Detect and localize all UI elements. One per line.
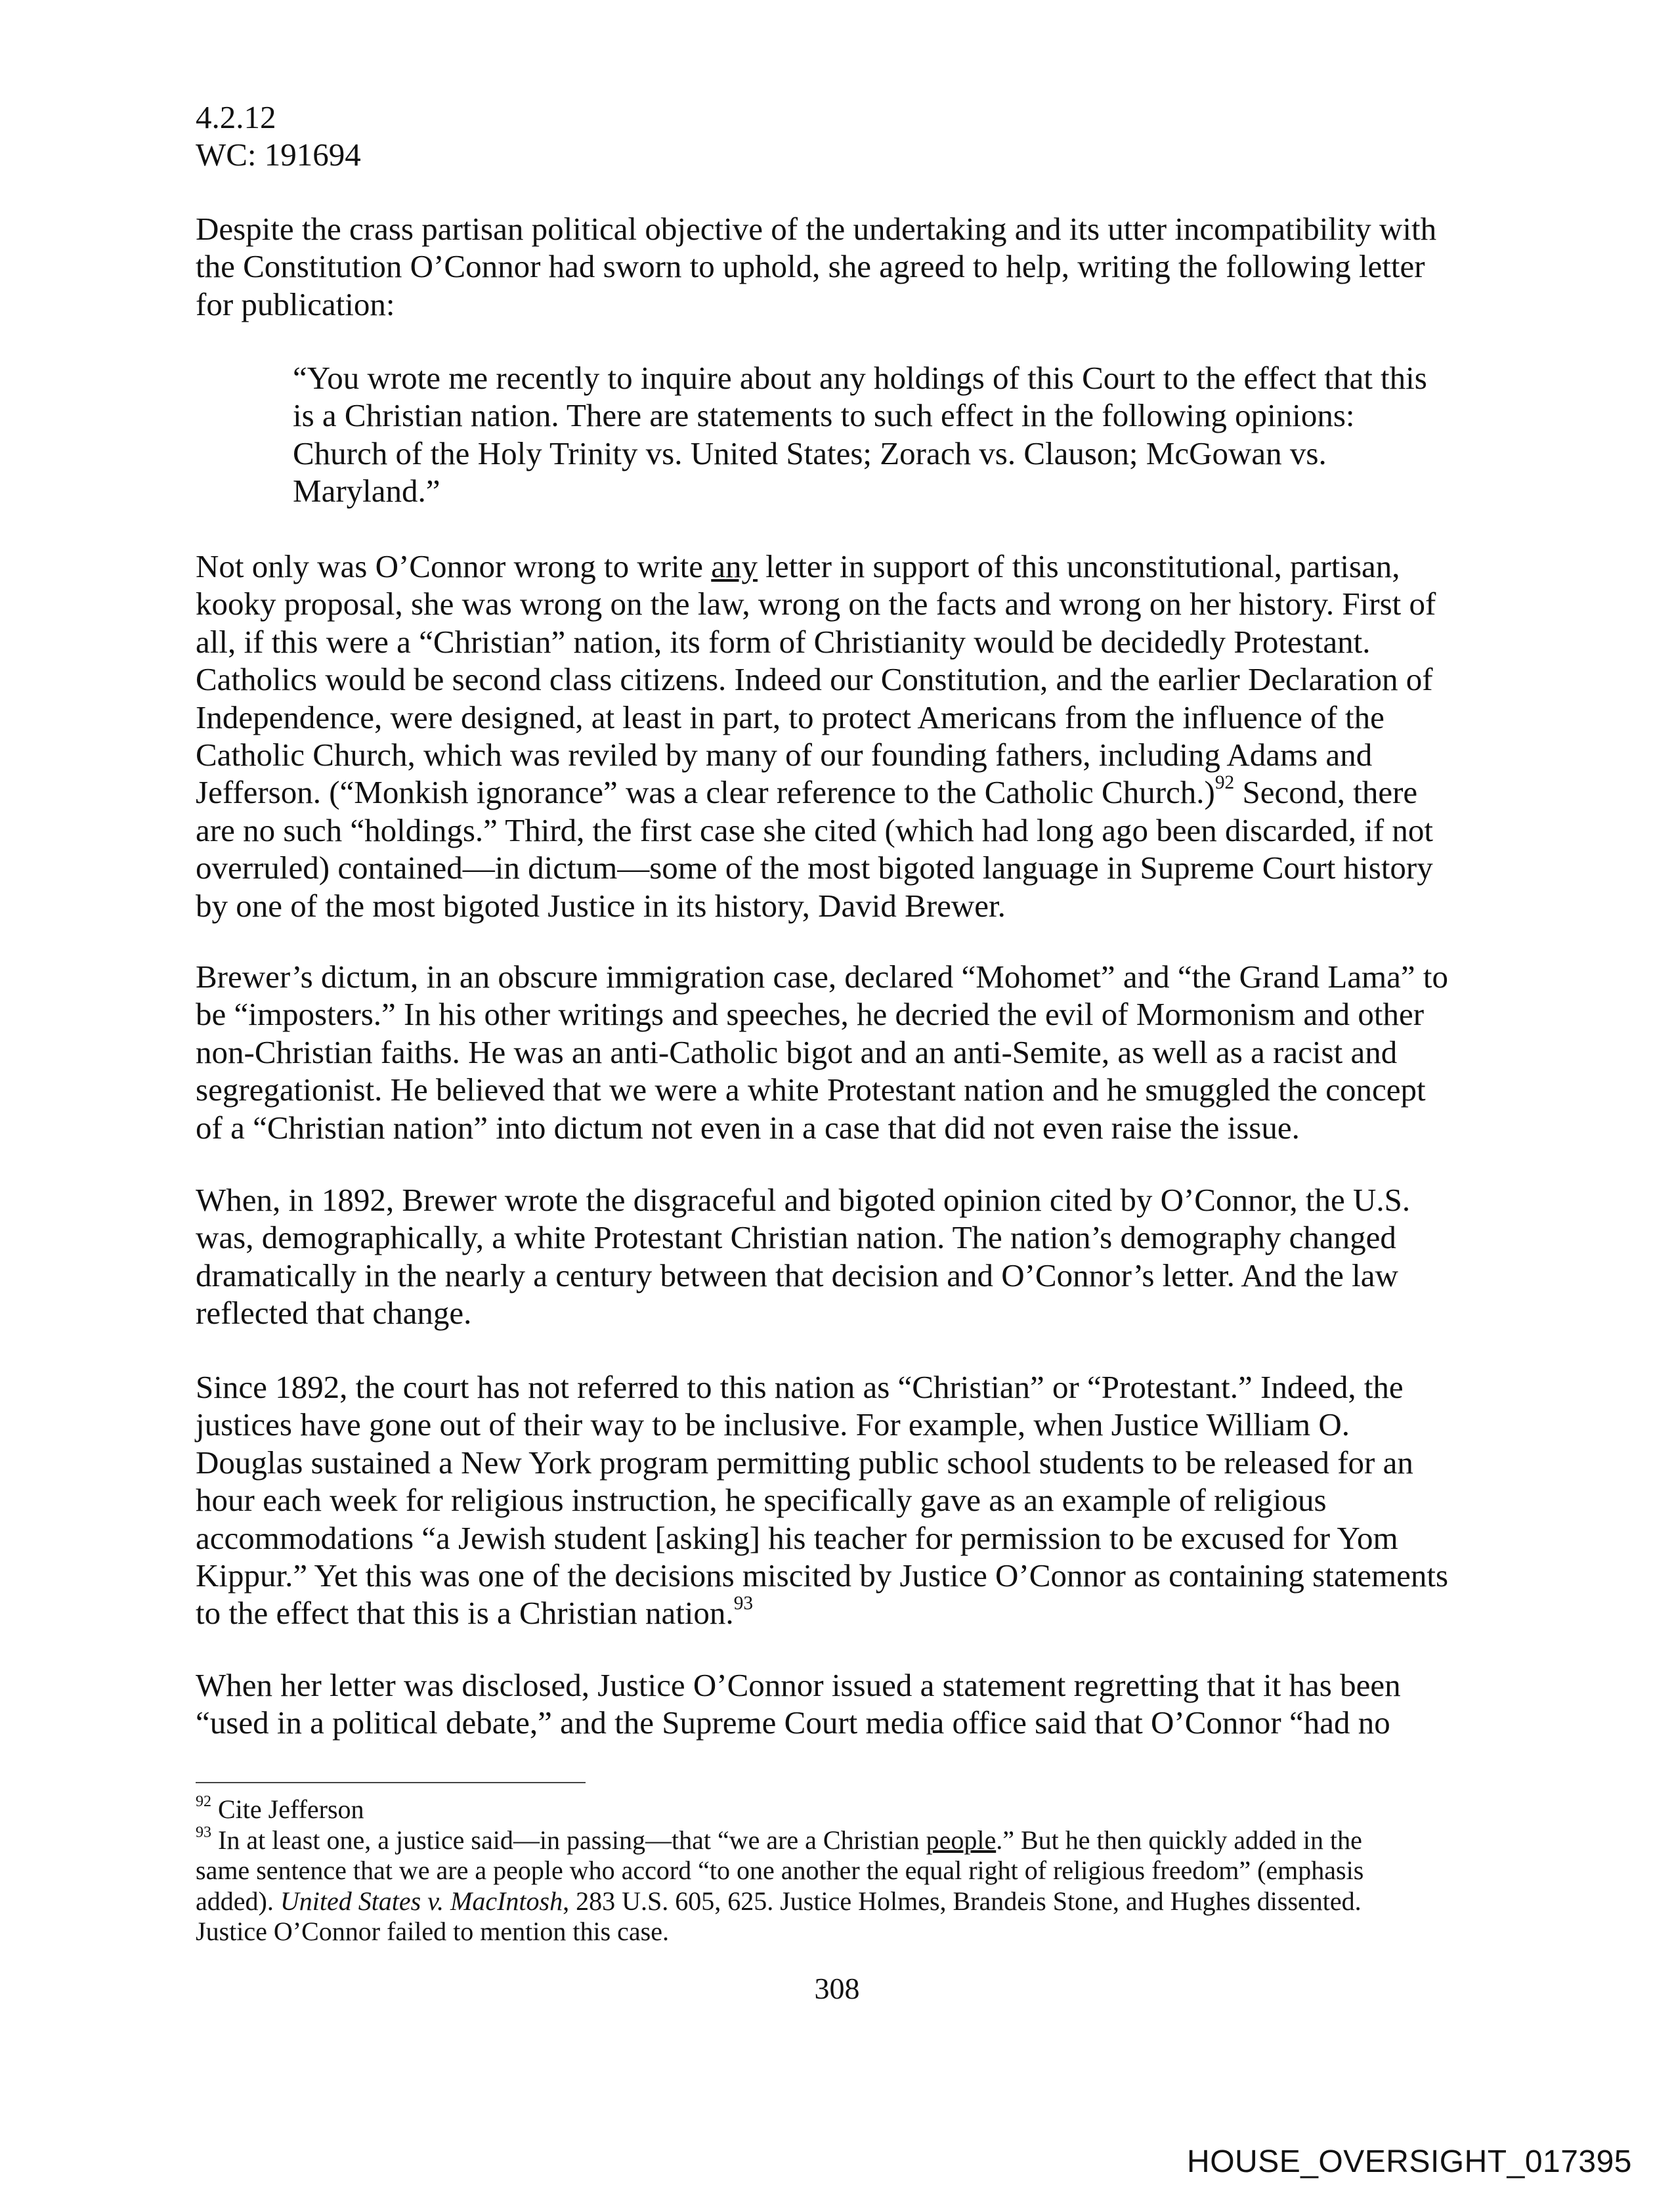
- text-segment: .” But he then quickly added in the: [996, 1825, 1362, 1855]
- text-line: “used in a political debate,” and the Supreme Court media office said that O’Connor “had no: [196, 1704, 1390, 1741]
- text-line: Kippur.” Yet this was one of the decisions miscited by Justice O’Connor as containing statements: [196, 1557, 1449, 1594]
- text-line: segregationist. He believed that we were a white Protestant nation and he smuggled the concept: [196, 1072, 1426, 1108]
- footnotes: [196, 1794, 1363, 1947]
- text-line: “You wrote me recently to inquire about any holdings of this Court to the effect that this: [293, 360, 1427, 396]
- paragraph-6: [196, 1666, 1401, 1742]
- text-line: Independence, were designed, at least in part, to protect Americans from the influence of the: [196, 699, 1384, 735]
- text-line: dramatically in the nearly a century between that decision and O’Connor’s letter. And the law: [196, 1257, 1398, 1293]
- text-line: all, if this were a “Christian” nation, its form of Christianity would be decidedly Protestant.: [196, 623, 1371, 660]
- text-line: are no such “holdings.” Third, the first case she cited (which had long ago been discarded, if not: [196, 812, 1434, 848]
- footnote-ref: 93: [733, 1593, 754, 1615]
- document-header: [196, 98, 361, 174]
- text-line: of a “Christian nation” into dictum not even in a case that did not even raise the issue.: [196, 1109, 1300, 1146]
- text-line: Church of the Holy Trinity vs. United States; Zorach vs. Clauson; McGowan vs.: [293, 435, 1327, 471]
- text-line: Maryland.”: [293, 473, 440, 510]
- text-line: Despite the crass partisan political objective of the undertaking and its utter incompatibility with: [196, 211, 1437, 247]
- text-line: justices have gone out of their way to be inclusive. For example, when Justice William O.: [196, 1406, 1350, 1443]
- text-line: non-Christian faiths. He was an anti-Catholic bigot and an anti-Semite, as well as a racist and: [196, 1033, 1398, 1070]
- text-line: When, in 1892, Brewer wrote the disgraceful and bigoted opinion cited by O’Connor, the U.S.: [196, 1182, 1411, 1218]
- text-line: When her letter was disclosed, Justice O’Connor issued a statement regretting that it has been: [196, 1667, 1401, 1703]
- paragraph-4: [196, 1181, 1410, 1332]
- block-quote-letter: [293, 359, 1427, 510]
- text-line: overruled) contained—in dictum—some of the most bigoted language in Supreme Court history: [196, 850, 1433, 886]
- text-line: Catholics would be second class citizens. Indeed our Constitution, and the earlier Declaration of: [196, 661, 1433, 698]
- text-segment: letter in support of this unconstitutional, partisan,: [758, 548, 1400, 584]
- text-line: the Constitution O’Connor had sworn to uphold, she agreed to help, writing the following letter: [196, 248, 1425, 285]
- text-segment: Jefferson. (“Monkish ignorance” was a clear reference to the Catholic Church.): [196, 774, 1215, 811]
- text-line: [196, 1794, 1363, 1825]
- paragraph-1: [196, 210, 1436, 323]
- emphasis-text: any: [711, 548, 758, 584]
- text-segment: In at least one, a justice said—in passing—that “we are a Christian: [211, 1825, 926, 1855]
- text-segment: , 283 U.S. 605, 625. Justice Holmes, Brandeis Stone, and Hughes dissented.: [563, 1886, 1362, 1916]
- footnote-separator: [196, 1782, 586, 1783]
- text-segment: Not only was O’Connor wrong to write: [196, 548, 712, 584]
- text-segment: Second, there: [1234, 774, 1418, 811]
- text-line: is a Christian nation. There are statements to such effect in the following opinions:: [293, 397, 1355, 434]
- text-line: [196, 1594, 1448, 1632]
- emphasis-text: people: [926, 1825, 997, 1855]
- paragraph-3: [196, 958, 1448, 1146]
- footnote-ref: 92: [196, 1793, 211, 1810]
- text-line: Douglas sustained a New York program permitting public school students to be released for an: [196, 1444, 1413, 1481]
- text-line: Brewer’s dictum, in an obscure immigration case, declared “Mohomet” and “the Grand Lama” to: [196, 959, 1449, 995]
- text-line: [196, 773, 1436, 811]
- footnote-ref: 93: [196, 1823, 211, 1841]
- footnote-ref: 92: [1214, 772, 1235, 794]
- text-line: hour each week for religious instruction, he specifically gave as an example of religious: [196, 1482, 1327, 1519]
- text-line: [196, 1886, 1363, 1917]
- text-line: kooky proposal, she was wrong on the law, wrong on the facts and wrong on her history. First of: [196, 586, 1436, 622]
- header-word-count: WC: 191694: [196, 137, 361, 173]
- page-number: 308: [814, 1972, 860, 2005]
- paragraph-2: [196, 548, 1436, 924]
- text-line: for publication:: [196, 286, 395, 322]
- text-line: Catholic Church, which was reviled by many of our founding fathers, including Adams and: [196, 737, 1373, 773]
- text-segment: to the effect that this is a Christian nation.: [196, 1595, 734, 1632]
- text-line: Justice O’Connor failed to mention this case.: [196, 1917, 669, 1946]
- text-line: by one of the most bigoted Justice in its history, David Brewer.: [196, 887, 1006, 924]
- header-date: 4.2.12: [196, 99, 276, 135]
- text-line: reflected that change.: [196, 1295, 472, 1332]
- bates-stamp: HOUSE_OVERSIGHT_017395: [1187, 2144, 1632, 2179]
- paragraph-5: [196, 1368, 1448, 1632]
- text-line: same sentence that we are a people who accord “to one another the equal right of religious freedom” (emphasis: [196, 1855, 1364, 1885]
- text-line: be “imposters.” In his other writings and speeches, he decried the evil of Mormonism and other: [196, 996, 1425, 1033]
- text-segment: Cite Jefferson: [211, 1794, 364, 1824]
- text-line: accommodations “a Jewish student [asking] his teacher for permission to be excused for Yom: [196, 1519, 1398, 1556]
- text-line: Since 1892, the court has not referred to this nation as “Christian” or “Protestant.” Indeed, the: [196, 1369, 1404, 1405]
- text-segment: added).: [196, 1886, 280, 1916]
- text-line: [196, 548, 1436, 585]
- text-line: was, demographically, a white Protestant Christian nation. The nation’s demography changed: [196, 1219, 1396, 1256]
- case-citation: United States v. MacIntosh: [280, 1886, 563, 1916]
- text-line: [196, 1825, 1363, 1856]
